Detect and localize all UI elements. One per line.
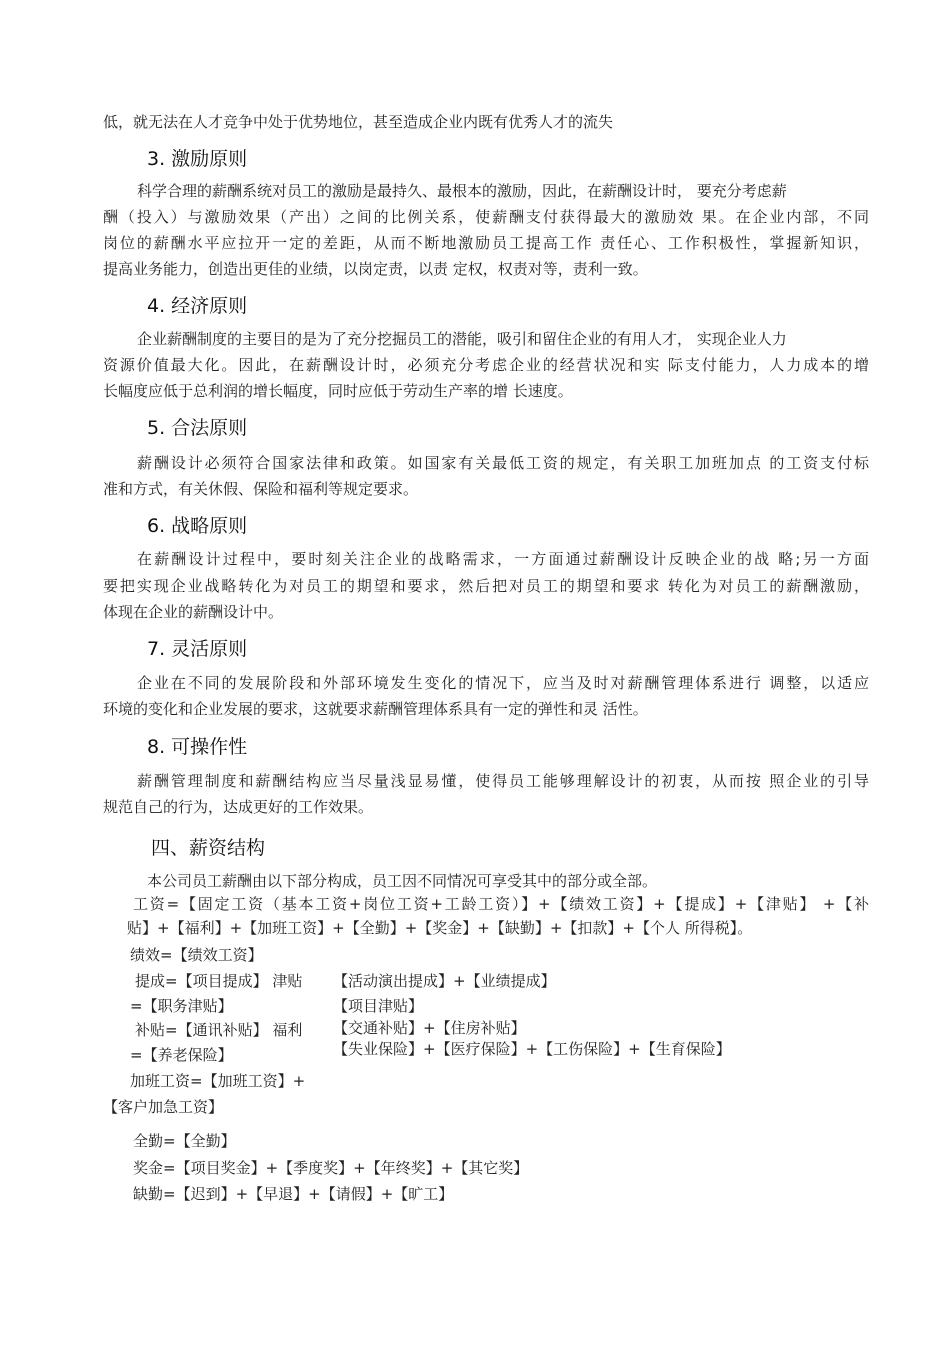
- welfare-formula: =【养老保险】: [130, 1046, 233, 1064]
- wage-formula-line: 工资=【固定工资（基本工资+岗位工资+工龄工资）】+【绩效工资】+【提成】+【津贴】 +【补: [133, 895, 869, 913]
- commission-formula: 提成=【项目提成】 津贴: [135, 972, 303, 990]
- body-line: 科学合理的薪酬系统对员工的激励是最持久、最根本的激励，因此，在薪酬设计时， 要充分考虑薪: [137, 182, 787, 200]
- subsidy-formula-right: 【交通补贴】+【住房补贴】: [333, 1019, 526, 1037]
- allowance-formula-right: 【项目津贴】: [333, 997, 424, 1015]
- body-line: 资源价值最大化。因此，在薪酬设计时，必须充分考虑企业的经营状况和实 际支付能力，人力成本的增: [103, 356, 869, 374]
- body-line: 在薪酬设计过程中，要时刻关注企业的战略需求，一方面通过薪酬设计反映企业的战 略;另一方面: [137, 550, 869, 568]
- commission-formula-right: 【活动演出提成】+【业绩提成】: [333, 972, 556, 990]
- body-line: 低，就无法在人才竞争中处于优势地位，甚至造成企业内既有优秀人才的流失: [103, 113, 614, 131]
- body-line: 准和方式，有关休假、保险和福利等规定要求。: [103, 480, 419, 498]
- absence-formula: 缺勤=【迟到】+【早退】+【请假】+【旷工】: [133, 1185, 454, 1203]
- heading-economic-principle: 4. 经济原则: [147, 295, 248, 317]
- heading-flexibility-principle: 7. 灵活原则: [147, 638, 248, 660]
- body-line: 要把实现企业战略转化为对员工的期望和要求，然后把对员工的期望和要求 转化为对员工的薪酬激励，: [103, 577, 869, 595]
- heading-strategy-principle: 6. 战略原则: [147, 515, 248, 537]
- body-line: 企业在不同的发展阶段和外部环境发生变化的情况下，应当及时对薪酬管理体系进行 调整，以适应: [137, 674, 869, 692]
- subsidy-formula: 补贴=【通讯补贴】 福利: [135, 1021, 303, 1039]
- heading-salary-structure: 四、薪资结构: [151, 837, 266, 859]
- body-line: 薪酬管理制度和薪酬结构应当尽量浅显易懂，使得员工能够理解设计的初衷，从而按 照企业的引导: [137, 772, 869, 790]
- heading-incentive-principle: 3. 激励原则: [147, 148, 248, 170]
- heading-legal-principle: 5. 合法原则: [147, 417, 248, 439]
- salary-intro: 本公司员工薪酬由以下部分构成，员工因不同情况可享受其中的部分或全部。: [147, 872, 658, 890]
- welfare-formula-right: 【失业保险】+【医疗保险】+【工伤保险】+【生育保险】: [333, 1040, 731, 1058]
- body-line: 酬（投入）与激励效果（产出）之间的比例关系，使薪酬支付获得最大的激励效 果。在企业内部，不同: [103, 208, 869, 226]
- body-line: 岗位的薪酬水平应拉开一定的差距，从而不断地激励员工提高工作 责任心、工作积极性，掌握新知识，: [103, 234, 869, 252]
- body-line: 环境的变化和企业发展的要求，这就要求薪酬管理体系具有一定的弹性和灵 活性。: [103, 700, 648, 718]
- bonus-formula: 奖金=【项目奖金】+【季度奖】+【年终奖】+【其它奖】: [133, 1159, 529, 1177]
- body-line: 规范自己的行为，达成更好的工作效果。: [103, 798, 374, 816]
- body-line: 体现在企业的薪酬设计中。: [103, 603, 284, 621]
- attendance-formula: 全勤=【全勤】: [133, 1132, 236, 1150]
- wage-formula-line: 贴】+【福利】+【加班工资】+【全勤】+【奖金】+【缺勤】+【扣款】+【个人 所得税】。: [127, 919, 753, 937]
- body-line: 企业薪酬制度的主要目的是为了充分挖掘员工的潜能，吸引和留住企业的有用人才， 实现企业人力: [137, 330, 787, 348]
- body-line: 薪酬设计必须符合国家法律和政策。如国家有关最低工资的规定，有关职工加班加点 的工资支付标: [137, 454, 869, 472]
- heading-operability: 8. 可操作性: [147, 736, 248, 758]
- overtime-formula-cont: 【客户加急工资】: [103, 1098, 224, 1116]
- overtime-formula: 加班工资=【加班工资】+: [130, 1072, 306, 1090]
- performance-formula: 绩效=【绩效工资】: [130, 946, 263, 964]
- body-line: 提高业务能力，创造出更佳的业绩，以岗定责，以责 定权，权责对等，责利一致。: [103, 260, 648, 278]
- body-line: 长幅度应低于总利润的增长幅度，同时应低于劳动生产率的增 长速度。: [103, 382, 573, 400]
- allowance-formula: =【职务津贴】: [130, 997, 233, 1015]
